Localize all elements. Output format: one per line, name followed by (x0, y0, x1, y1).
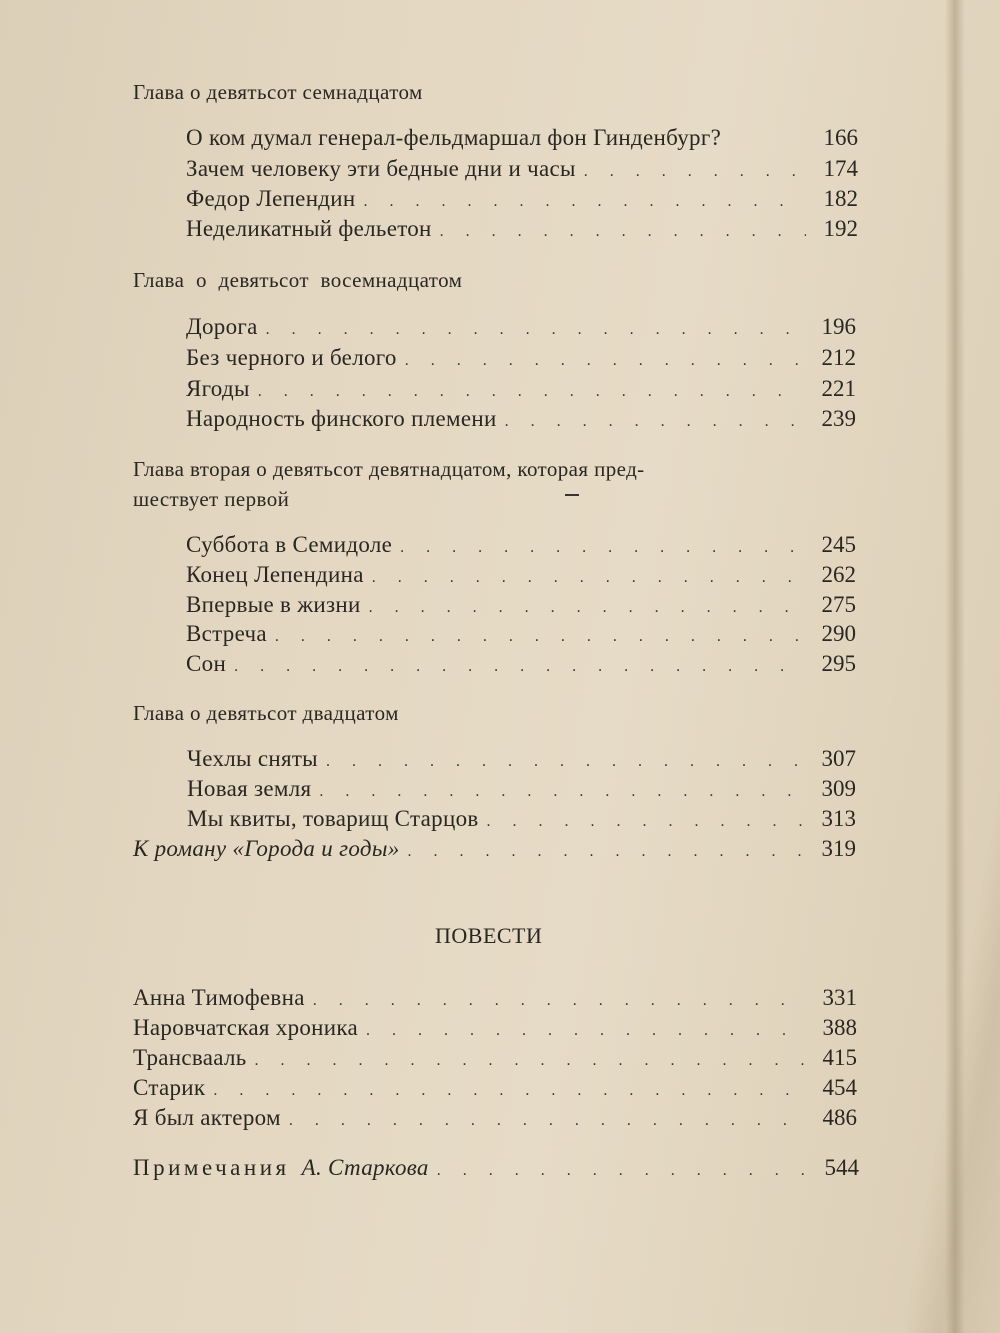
section-title: ПОВЕСТИ (435, 923, 543, 948)
page-fold-shadow (945, 0, 965, 1333)
entry-page: 313 (821, 806, 856, 831)
entry-title: Сон (186, 651, 227, 676)
chapter-heading: Глава о девятьсот семнадцатом (133, 80, 423, 104)
toc-entry (133, 985, 857, 1011)
entry-page: 415 (822, 1045, 857, 1070)
entry-title: Зачем человеку эти бедные дни и часы (186, 156, 576, 181)
entry-title: Новая земля (187, 776, 312, 801)
dot-leader (584, 163, 806, 181)
entry-title: Конец Лепендина (186, 562, 364, 587)
entry-title: Ягоды (186, 376, 250, 401)
toc-entry (186, 345, 856, 371)
entry-page: 196 (821, 314, 856, 339)
entry-title: Суббота в Семидоле (186, 532, 393, 557)
toc-entry (186, 125, 858, 151)
entry-title: Народность финского племени (186, 406, 497, 431)
entry-page: 388 (822, 1015, 857, 1040)
entry-page: 544 (824, 1155, 859, 1180)
dot-leader (213, 1082, 805, 1100)
entry-title: Встреча (186, 621, 267, 646)
toc-entry (133, 1045, 857, 1071)
toc-entry (186, 592, 856, 618)
entry-title: Трансвааль (133, 1045, 247, 1070)
entry-title: Неделикатный фельетон (186, 216, 432, 241)
entry-title: К роману «Города и годы» (133, 836, 400, 861)
entry-page: 331 (822, 985, 857, 1010)
entry-page: 166 (823, 125, 858, 150)
toc-entry (186, 186, 858, 212)
chapter-heading-line1: Глава вторая о девятьсот девятнадцатом, которая пред- (133, 457, 645, 481)
toc-entry (186, 314, 856, 340)
entry-title: Без черного и белого (186, 345, 397, 370)
chapter-heading: Глава о девятьсот двадцатом (133, 701, 399, 725)
dot-leader (289, 1112, 805, 1130)
toc-entry (186, 562, 856, 588)
notes-label: Примечания (133, 1155, 290, 1180)
dot-leader (266, 321, 804, 339)
stray-mark (565, 494, 579, 496)
toc-entry (133, 1075, 857, 1101)
dot-leader (319, 783, 804, 801)
entry-page: 212 (821, 345, 856, 370)
toc-entry (186, 156, 858, 182)
entry-page: 245 (821, 532, 856, 557)
entry-title: Впервые в жизни (186, 592, 361, 617)
entry-title: Мы квиты, товарищ Старцов (187, 806, 479, 831)
dot-leader (369, 599, 804, 617)
entry-page: 290 (821, 621, 856, 646)
toc-entry (186, 532, 856, 558)
entry-page: 319 (821, 836, 856, 861)
toc-entry (186, 651, 856, 677)
entry-page: 275 (821, 592, 856, 617)
entry-title: Анна Тимофевна (133, 985, 305, 1010)
dot-leader (440, 223, 806, 241)
dot-leader (505, 413, 804, 431)
dot-leader (437, 1162, 807, 1180)
entry-title: Наровчатская хроника (133, 1015, 359, 1040)
entry-title: О ком думал генерал-фельдмаршал фон Гинденбург? (186, 125, 722, 150)
toc-entry (133, 1105, 857, 1131)
toc-entry (187, 746, 856, 772)
entry-title: Чехлы сняты (187, 746, 318, 771)
dot-leader (366, 1022, 805, 1040)
entry-page: 454 (822, 1075, 857, 1100)
entry-page: 295 (821, 651, 856, 676)
dot-leader (313, 992, 805, 1010)
entry-title: Старик (133, 1075, 206, 1100)
dot-leader (405, 352, 804, 370)
toc-entry (187, 776, 856, 802)
chapter-heading: Глава о девятьсот восемнадцатом (133, 268, 463, 292)
entry-page: 486 (822, 1105, 857, 1130)
dot-leader (275, 628, 804, 646)
entry-page: 262 (821, 562, 856, 587)
toc-entry (186, 406, 856, 432)
toc-entry-afterword (133, 836, 856, 862)
dot-leader (487, 813, 804, 831)
entry-page: 239 (821, 406, 856, 431)
toc-entry (187, 806, 856, 832)
entry-page: 192 (823, 216, 858, 241)
toc-entry-notes (133, 1155, 859, 1181)
entry-page: 221 (821, 376, 856, 401)
dot-leader (326, 753, 804, 771)
toc-entry (186, 621, 856, 647)
entry-title: Дорога (186, 314, 258, 339)
chapter-heading-line2: шествует первой (133, 487, 290, 511)
toc-entry (186, 376, 856, 402)
dot-leader (400, 539, 804, 557)
notes-author: А. Старкова (301, 1155, 429, 1180)
dot-leader (408, 843, 805, 861)
entry-page: 182 (823, 186, 858, 211)
entry-title: Федор Лепендин (186, 186, 356, 211)
dot-leader (234, 658, 804, 676)
dot-leader (364, 193, 806, 211)
toc-entry (186, 216, 858, 242)
dot-leader (372, 569, 804, 587)
entry-title: Я был актером (133, 1105, 281, 1130)
dot-leader (255, 1052, 805, 1070)
entry-page: 174 (823, 156, 858, 181)
dot-leader (258, 383, 804, 401)
toc-entry (133, 1015, 857, 1041)
entry-page: 307 (821, 746, 856, 771)
entry-page: 309 (821, 776, 856, 801)
